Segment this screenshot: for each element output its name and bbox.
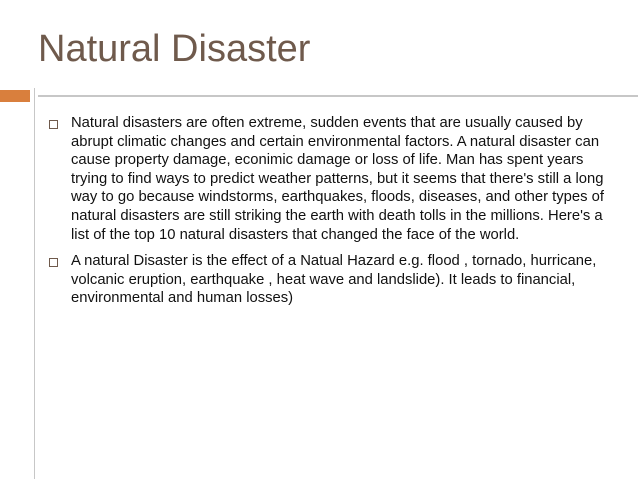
square-bullet-icon (49, 120, 58, 129)
bullet-text: Natural disasters are often extreme, sudden events that are usually caused by abrupt climatic changes and certain environmental factors. A natural disaster can cause property damage, econimic damage or loss of life. Man has spent years trying to find ways to predict weather patterns, but it seems that there's still a long way to go because windstorms, earthquakes, floods, diseases, and other types of natural disasters are still striking the earth with death tolls in the millions. Here's a list of the top 10 natural disasters that changed the face of the world. (71, 115, 604, 243)
accent-bar (0, 90, 30, 102)
slide-title: Natural Disaster (38, 28, 311, 70)
square-bullet-icon (49, 258, 58, 267)
title-divider (38, 95, 638, 97)
list-item (48, 114, 608, 244)
left-vertical-divider (34, 88, 35, 479)
bullet-list (48, 114, 608, 316)
list-item (48, 252, 608, 308)
bullet-text: A natural Disaster is the effect of a Natual Hazard e.g. flood , tornado, hurricane, volcanic eruption, earthquake , heat wave and landslide). It leads to financial, environmental and human losses) (71, 253, 597, 307)
